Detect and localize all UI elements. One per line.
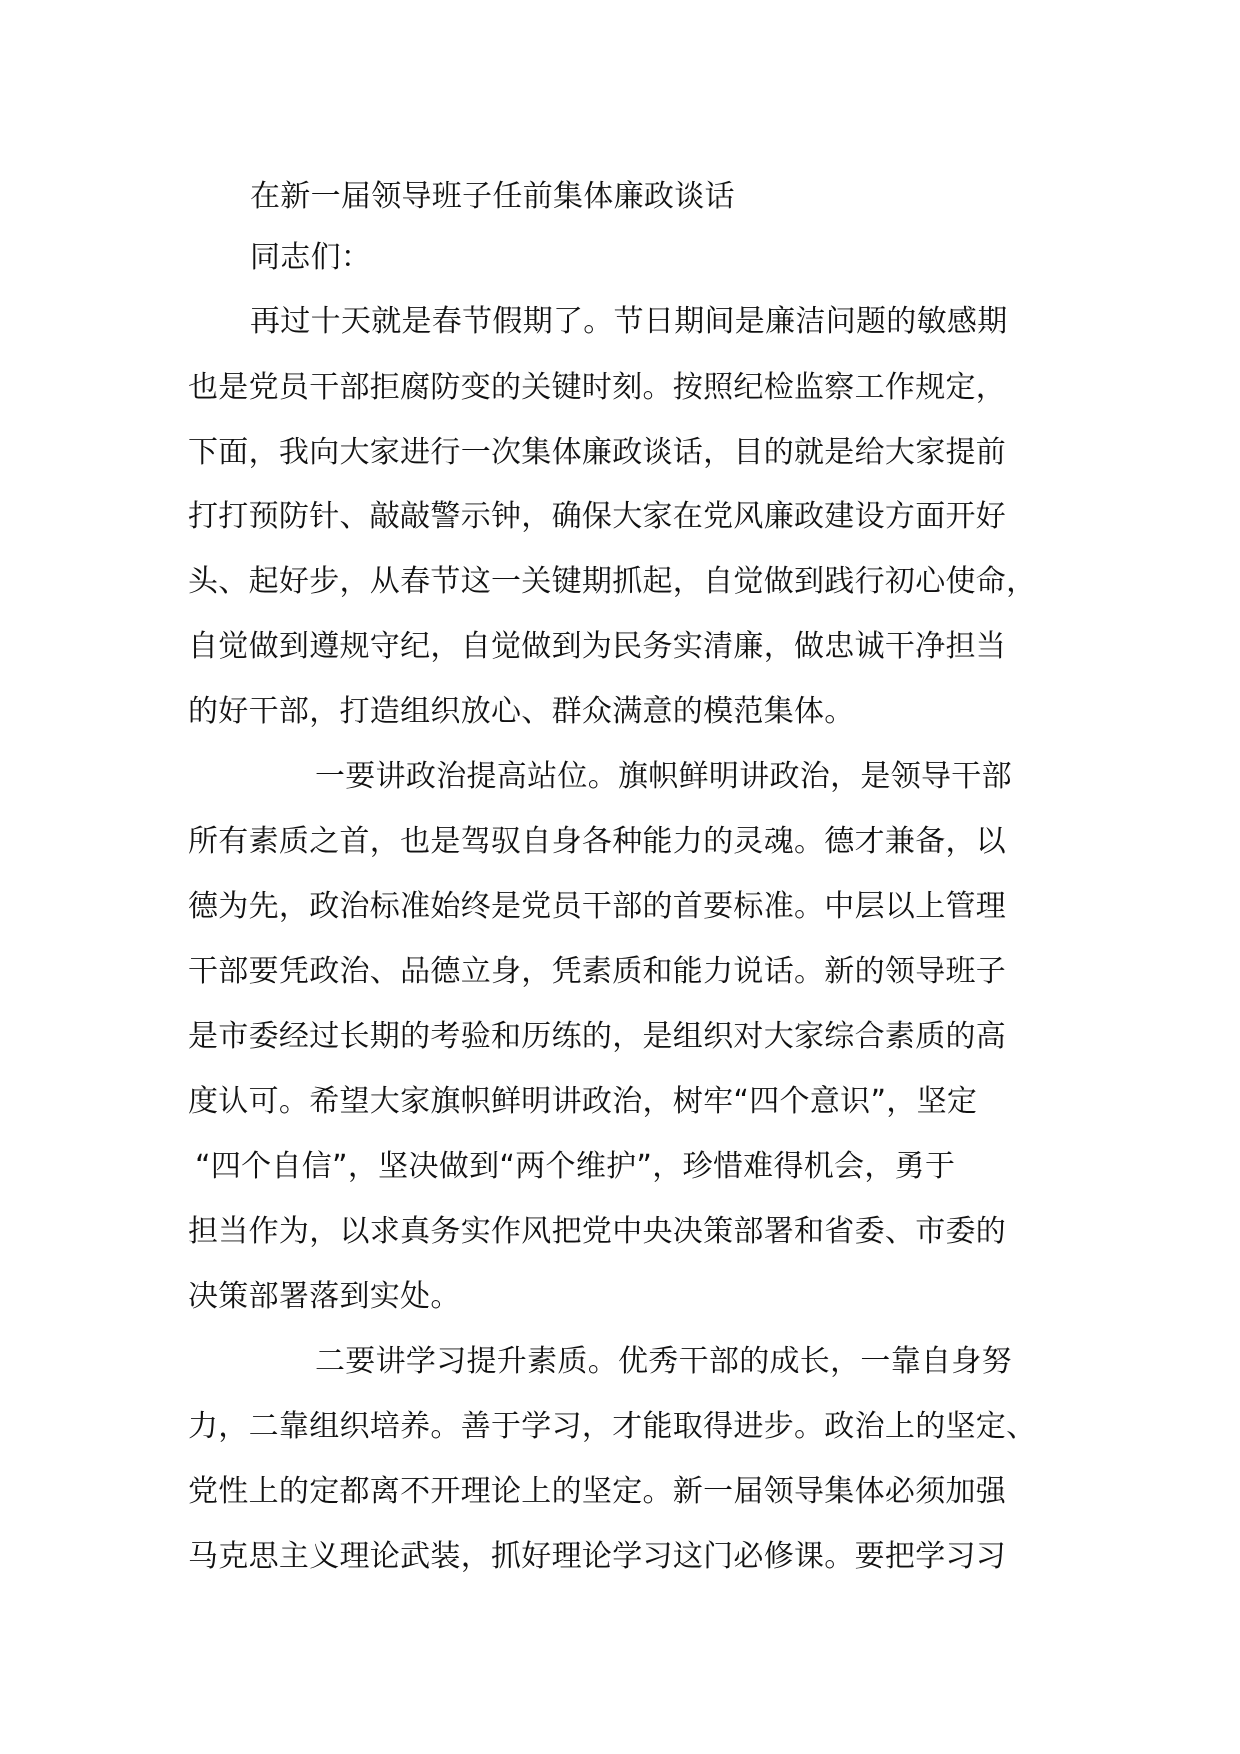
paragraph-line: 一要讲政治提高站位。旗帜鲜明讲政治，是领导干部 [315, 759, 1012, 794]
paragraph-line: 决策部署落到实处。 [188, 1279, 461, 1314]
paragraph-line: 马克思主义理论武装，抓好理论学习这门必修课。要把学习习 [188, 1539, 1007, 1574]
paragraph-line: 的好干部，打造组织放心、群众满意的模范集体。 [188, 694, 855, 729]
paragraph-line: 德为先，政治标准始终是党员干部的首要标准。中层以上管理 [188, 889, 1007, 924]
paragraph-line: 头、起好步，从春节这一关键期抓起，自觉做到践行初心使命， [188, 564, 1037, 599]
paragraph-line: “四个自信”，坚决做到“两个维护”，珍惜难得机会，勇于 [195, 1149, 956, 1184]
document-title: 在新一届领导班子任前集体廉政谈话 [250, 179, 735, 214]
paragraph-line: 再过十天就是春节假期了。节日期间是廉洁问题的敏感期 [250, 304, 1008, 339]
paragraph-line: 干部要凭政治、品德立身，凭素质和能力说话。新的领导班子 [188, 954, 1007, 989]
paragraph-line: 打打预防针、敲敲警示钟，确保大家在党风廉政建设方面开好 [188, 499, 1007, 534]
paragraph-line: 所有素质之首，也是驾驭自身各种能力的灵魂。德才兼备，以 [188, 824, 1007, 859]
paragraph-line: 力，二靠组织培养。善于学习，才能取得进步。政治上的坚定、 [188, 1409, 1037, 1444]
paragraph-line: 也是党员干部拒腐防变的关键时刻。按照纪检监察工作规定， [188, 370, 1007, 405]
paragraph-line: 是市委经过长期的考验和历练的，是组织对大家综合素质的高 [188, 1019, 1007, 1054]
greeting: 同志们： [250, 240, 372, 275]
paragraph-line: 担当作为，以求真务实作风把党中央决策部署和省委、市委的 [188, 1214, 1007, 1249]
paragraph-line: 下面，我向大家进行一次集体廉政谈话，目的就是给大家提前 [188, 435, 1007, 470]
paragraph-line: 二要讲学习提升素质。优秀干部的成长，一靠自身努 [315, 1344, 1012, 1379]
paragraph-line: 度认可。希望大家旗帜鲜明讲政治，树牢“四个意识”，坚定 [188, 1084, 978, 1119]
paragraph-line: 党性上的定都离不开理论上的坚定。新一届领导集体必须加强 [188, 1474, 1007, 1509]
paragraph-line: 自觉做到遵规守纪，自觉做到为民务实清廉，做忠诚干净担当 [188, 629, 1007, 664]
